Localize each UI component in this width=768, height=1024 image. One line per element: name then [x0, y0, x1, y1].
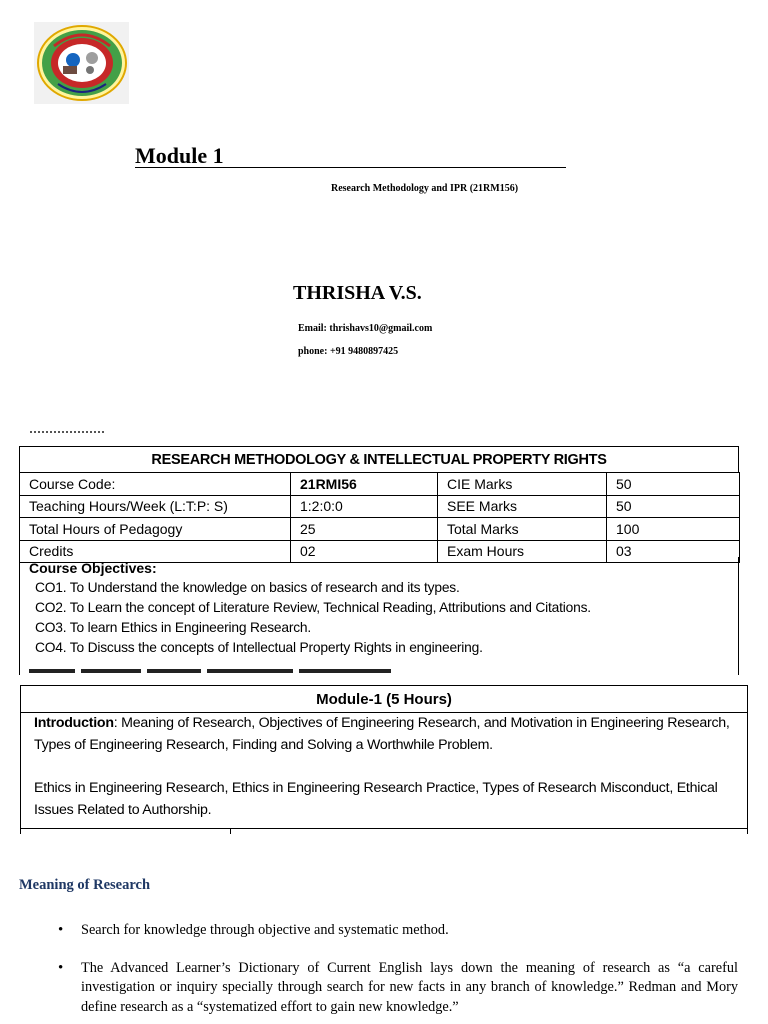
table-cell: 03 — [607, 540, 740, 563]
module-heading: Module-1 (5 Hours) — [21, 686, 747, 713]
table-cell: Exam Hours — [438, 540, 607, 563]
list-item: • The Advanced Learner’s Dictionary of Current English lays down the meaning of research as “a careful investigation or inquiry specially through search for new facts in any branch of knowledge.” Redman and Mory define research as a “systematized effort to gain new knowledge.” — [58, 959, 738, 1018]
author-name: THRISHA V.S. — [293, 282, 422, 304]
author-email: Email: thrishavs10@gmail.com — [298, 323, 433, 334]
module-introduction — [34, 712, 746, 756]
objective-item: CO1. To Understand the knowledge on basics of research and its types. — [35, 580, 460, 595]
table-cell: 02 — [291, 540, 438, 563]
cropped-text-fragment — [30, 429, 140, 440]
table-cell: 25 — [291, 518, 438, 541]
table-cell: Course Code: — [20, 473, 291, 496]
module-title: Module 1 — [135, 143, 224, 168]
title-underline — [135, 167, 566, 168]
table-cell: Total Hours of Pedagogy — [20, 518, 291, 541]
table-row — [20, 473, 740, 496]
module-syllabus-box — [20, 685, 748, 834]
cropped-text-fragment — [29, 669, 429, 675]
table-cell: 100 — [607, 518, 740, 541]
introduction-label: Introduction — [34, 715, 114, 731]
module-box-bottom-border — [20, 828, 748, 834]
introduction-text: : Meaning of Research, Objectives of Engineering Research, and Motivation in Engineering Research, Types of Engineering Research, Finding and Solving a Worthwhile Problem. — [34, 715, 730, 753]
table-row — [20, 518, 740, 541]
university-logo — [34, 22, 129, 104]
table-cell: CIE Marks — [438, 473, 607, 496]
author-phone: phone: +91 9480897425 — [298, 346, 399, 357]
module-ethics: Ethics in Engineering Research, Ethics in Engineering Research Practice, Types of Research Misconduct, Ethical Issues Related to Authorship. — [34, 780, 718, 818]
list-item: • Search for knowledge through objective and systematic method. — [58, 921, 738, 941]
objective-item: CO2. To Learn the concept of Literature Review, Technical Reading, Attributions and Citations. — [35, 600, 591, 615]
table-row — [20, 495, 740, 518]
course-subtitle: Research Methodology and IPR (21RM156) — [331, 183, 519, 194]
course-details-table — [19, 472, 740, 563]
table-cell: Teaching Hours/Week (L:T:P: S) — [20, 495, 291, 518]
objective-item: CO4. To Discuss the concepts of Intellectual Property Rights in engineering. — [35, 640, 483, 655]
table-cell: Total Marks — [438, 518, 607, 541]
objective-item: CO3. To learn Ethics in Engineering Research. — [35, 620, 312, 635]
course-objectives — [19, 557, 739, 675]
syllabus-title: RESEARCH METHODOLOGY & INTELLECTUAL PROPERTY RIGHTS — [19, 446, 739, 473]
university-seal-logo-icon — [34, 22, 129, 104]
section-heading: Meaning of Research — [19, 877, 151, 893]
objectives-heading: Course Objectives: — [29, 560, 157, 576]
table-cell: 1:2:0:0 — [291, 495, 438, 518]
table-cell: Credits — [20, 540, 291, 563]
table-cell: SEE Marks — [438, 495, 607, 518]
bullet-list — [58, 921, 738, 1017]
table-cell: 50 — [607, 495, 740, 518]
table-cell: 50 — [607, 473, 740, 496]
table-cell: 21RMI56 — [291, 473, 438, 496]
